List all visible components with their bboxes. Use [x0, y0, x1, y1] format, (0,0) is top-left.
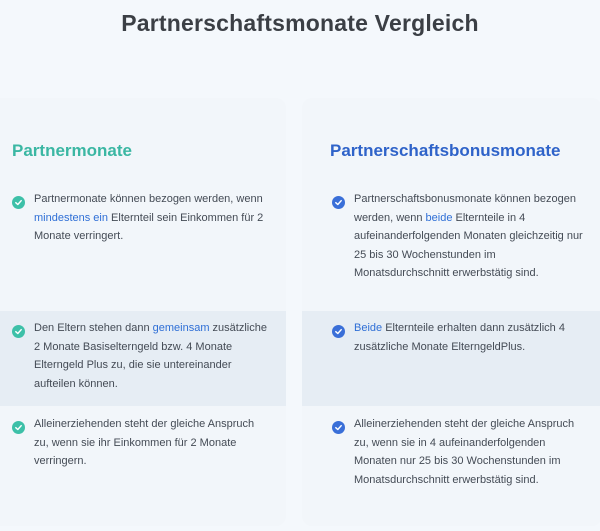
right-row-3 [302, 406, 600, 526]
partnermonate-card [0, 98, 286, 526]
highlight-link[interactable]: mindestens ein [34, 211, 108, 224]
right-row-2 [302, 311, 600, 406]
left-row-3 [0, 406, 286, 526]
partnerschaftsbonus-card [302, 98, 600, 526]
highlight-link[interactable]: gemeinsam [152, 322, 210, 334]
partnerschaftsbonus-title: Partnerschaftsbonusmonate [330, 141, 561, 160]
highlight-link[interactable]: Beide [354, 322, 383, 334]
right-row-1 [302, 183, 600, 311]
left-row-2-text: Den Eltern stehen dann gemeinsam zusätzliche 2 Monate Basiselterngeld bzw. 4 Monate Elterngeld Plus zu, die sie untereinander aufteilen können. [34, 322, 267, 390]
check-circle-icon [12, 196, 25, 209]
partnermonate-title: Partnermonate [12, 141, 132, 160]
right-row-1-text: Partnerschaftsbonusmonate können bezogen werden, wenn beide Elternteile in 4 aufeinanderfolgenden Monaten gleichzeitig nur 25 bis 30 Wochenstunden im Monatsdurchschnitt erwerbstätig sind. [354, 193, 583, 279]
highlight-link[interactable]: beide [425, 211, 453, 224]
check-circle-icon [332, 421, 345, 434]
left-row-2 [0, 311, 286, 406]
left-row-1 [0, 183, 286, 311]
check-circle-icon [12, 325, 25, 338]
left-row-3-text: Alleinerziehenden steht der gleiche Anspruch zu, wenn sie ihr Einkommen für 2 Monate verringern. [34, 418, 255, 467]
right-row-2-text: Beide Elternteile erhalten dann zusätzlich 4 zusätzliche Monate ElterngeldPlus. [354, 322, 565, 353]
check-circle-icon [332, 325, 345, 338]
check-circle-icon [12, 421, 25, 434]
left-row-1-text: Partnermonate können bezogen werden, wenn mindestens ein Elternteil sein Einkommen für 2 Monate verringert. [34, 193, 264, 242]
page-title: Partnerschaftsmonate Vergleich [121, 10, 479, 36]
check-circle-icon [332, 196, 345, 209]
right-row-3-text: Alleinerziehenden steht der gleiche Anspruch zu, wenn sie in 4 aufeinanderfolgenden Monaten nur 25 bis 30 Wochenstunden im Monatsdurchschnitt erwerbstätig sind. [354, 418, 575, 486]
